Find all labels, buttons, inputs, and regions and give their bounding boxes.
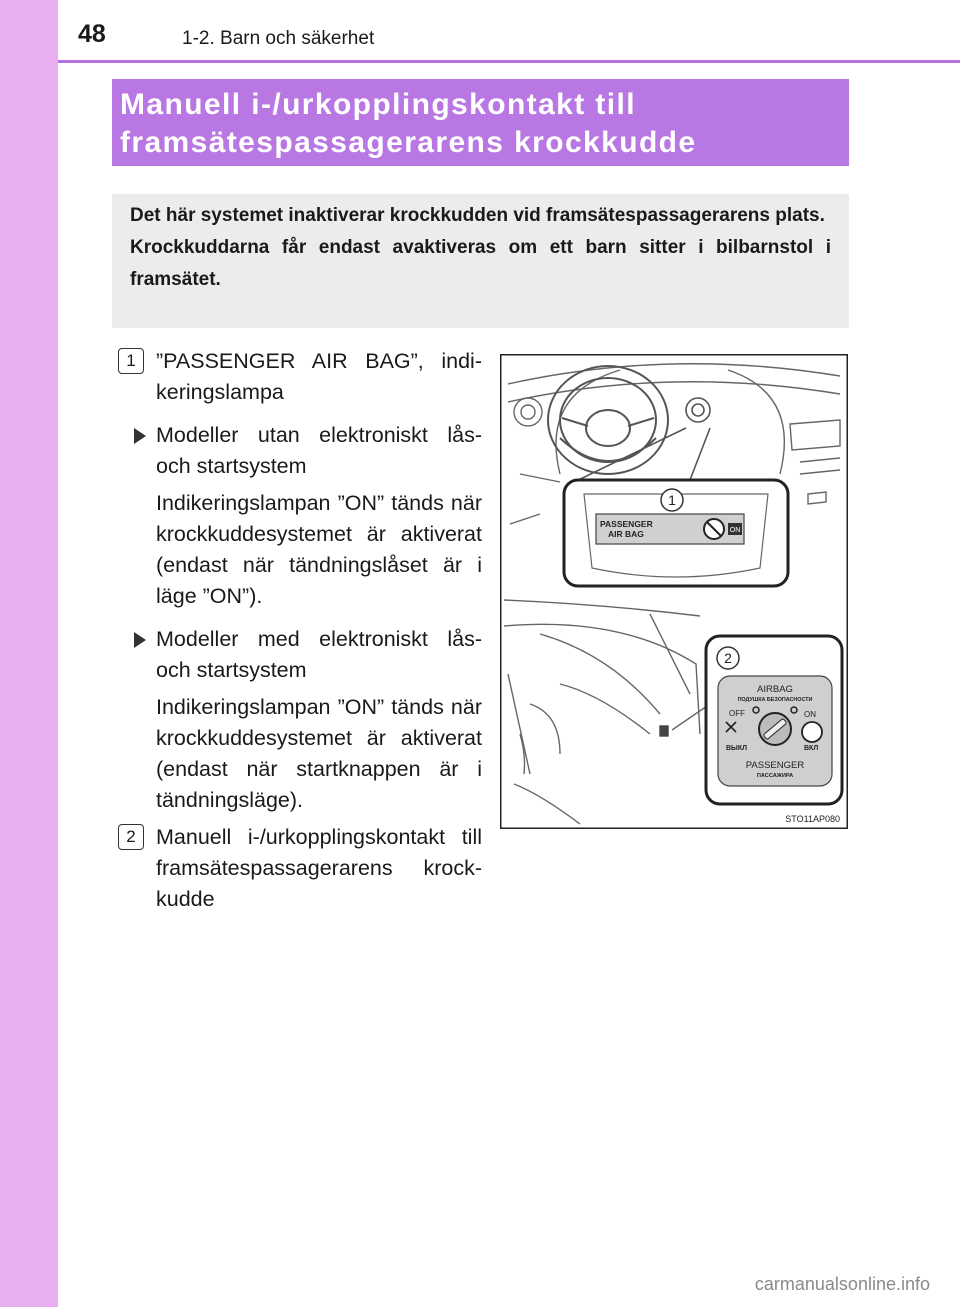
switch-label-on: ON bbox=[804, 710, 816, 719]
bullet-heading-1: Modeller utan elektroniskt lås- och startsystem bbox=[156, 423, 482, 478]
item-number-1: 1 bbox=[118, 348, 144, 374]
lamp-label-passenger: PASSENGER bbox=[600, 519, 653, 529]
figure-callout-1: 1 bbox=[668, 492, 676, 508]
page-number: 48 bbox=[78, 20, 106, 48]
switch-label-off: OFF bbox=[729, 709, 745, 718]
list-item-2 bbox=[114, 822, 482, 915]
title-line-1: Manuell i-/urkopplingskontakt till bbox=[120, 88, 636, 121]
title-line-2: framsätespassagerarens krockkudde bbox=[120, 126, 697, 159]
bullet-paragraph-1: Indikeringslampan ”ON” tänds när krockkuddesystemet är aktiverat (endast när tändningslåset är i läge ”ON”). bbox=[156, 491, 482, 608]
section-title bbox=[112, 79, 849, 166]
bullet-item-2 bbox=[114, 624, 482, 686]
triangle-bullet-icon bbox=[134, 632, 146, 648]
switch-callout-box bbox=[706, 636, 842, 804]
footer-watermark: carmanualsonline.info bbox=[754, 1274, 930, 1294]
list-item-1 bbox=[114, 346, 482, 408]
triangle-bullet-icon bbox=[134, 428, 146, 444]
section-label: 1-2. Barn och säkerhet bbox=[182, 28, 375, 49]
header-rule bbox=[58, 60, 960, 63]
switch-label-airbag-ru: ПОДУШКА БЕЗОПАСНОСТИ bbox=[737, 697, 813, 703]
bullet-heading-2: Modeller med elektroniskt lås- och startsystem bbox=[156, 627, 482, 682]
intro-paragraph-1: Det här systemet inaktiverar krockkudden vid framsätespassagerarens plats. bbox=[130, 205, 825, 226]
item-number-2: 2 bbox=[118, 824, 144, 850]
lamp-label-on: ON bbox=[729, 527, 741, 534]
bullet-item-1 bbox=[114, 420, 482, 482]
figure-callout-2: 2 bbox=[724, 650, 732, 666]
switch-label-airbag: AIRBAG bbox=[757, 684, 793, 695]
intro-paragraph-2: Krockkuddarna får endast avaktiveras om ett barn sitter i bilbarnstol i framsätet. bbox=[130, 237, 831, 290]
body-text bbox=[114, 346, 482, 915]
switch-label-passenger: PASSENGER bbox=[745, 760, 805, 771]
bullet-paragraph-2: Indikeringslampan ”ON” tänds när krockkuddesystemet är aktiverat (endast när startknappen är i tändningsläge). bbox=[156, 695, 482, 812]
figure-code: STO11AP080 bbox=[785, 814, 840, 824]
switch-label-on-ru: ВКЛ bbox=[804, 745, 819, 752]
intro-box bbox=[112, 194, 849, 328]
switch-label-passenger-ru: ПАССАЖИРА bbox=[756, 773, 794, 779]
item-text-1: ”PASSENGER AIR BAG”, indikeringslampa bbox=[156, 349, 482, 404]
lamp-label-airbag: AIR BAG bbox=[608, 529, 644, 539]
airbag-switch-illustration bbox=[500, 354, 848, 829]
item-text-2: Manuell i-/urkopplingskontakt till framsätespassagerarens krockkudde bbox=[156, 825, 482, 911]
lamp-callout-box bbox=[564, 480, 788, 586]
switch-label-off-ru: ВЫКЛ bbox=[726, 745, 748, 752]
airbag-symbol-icon bbox=[802, 722, 822, 742]
side-tab-strip bbox=[0, 0, 58, 1307]
